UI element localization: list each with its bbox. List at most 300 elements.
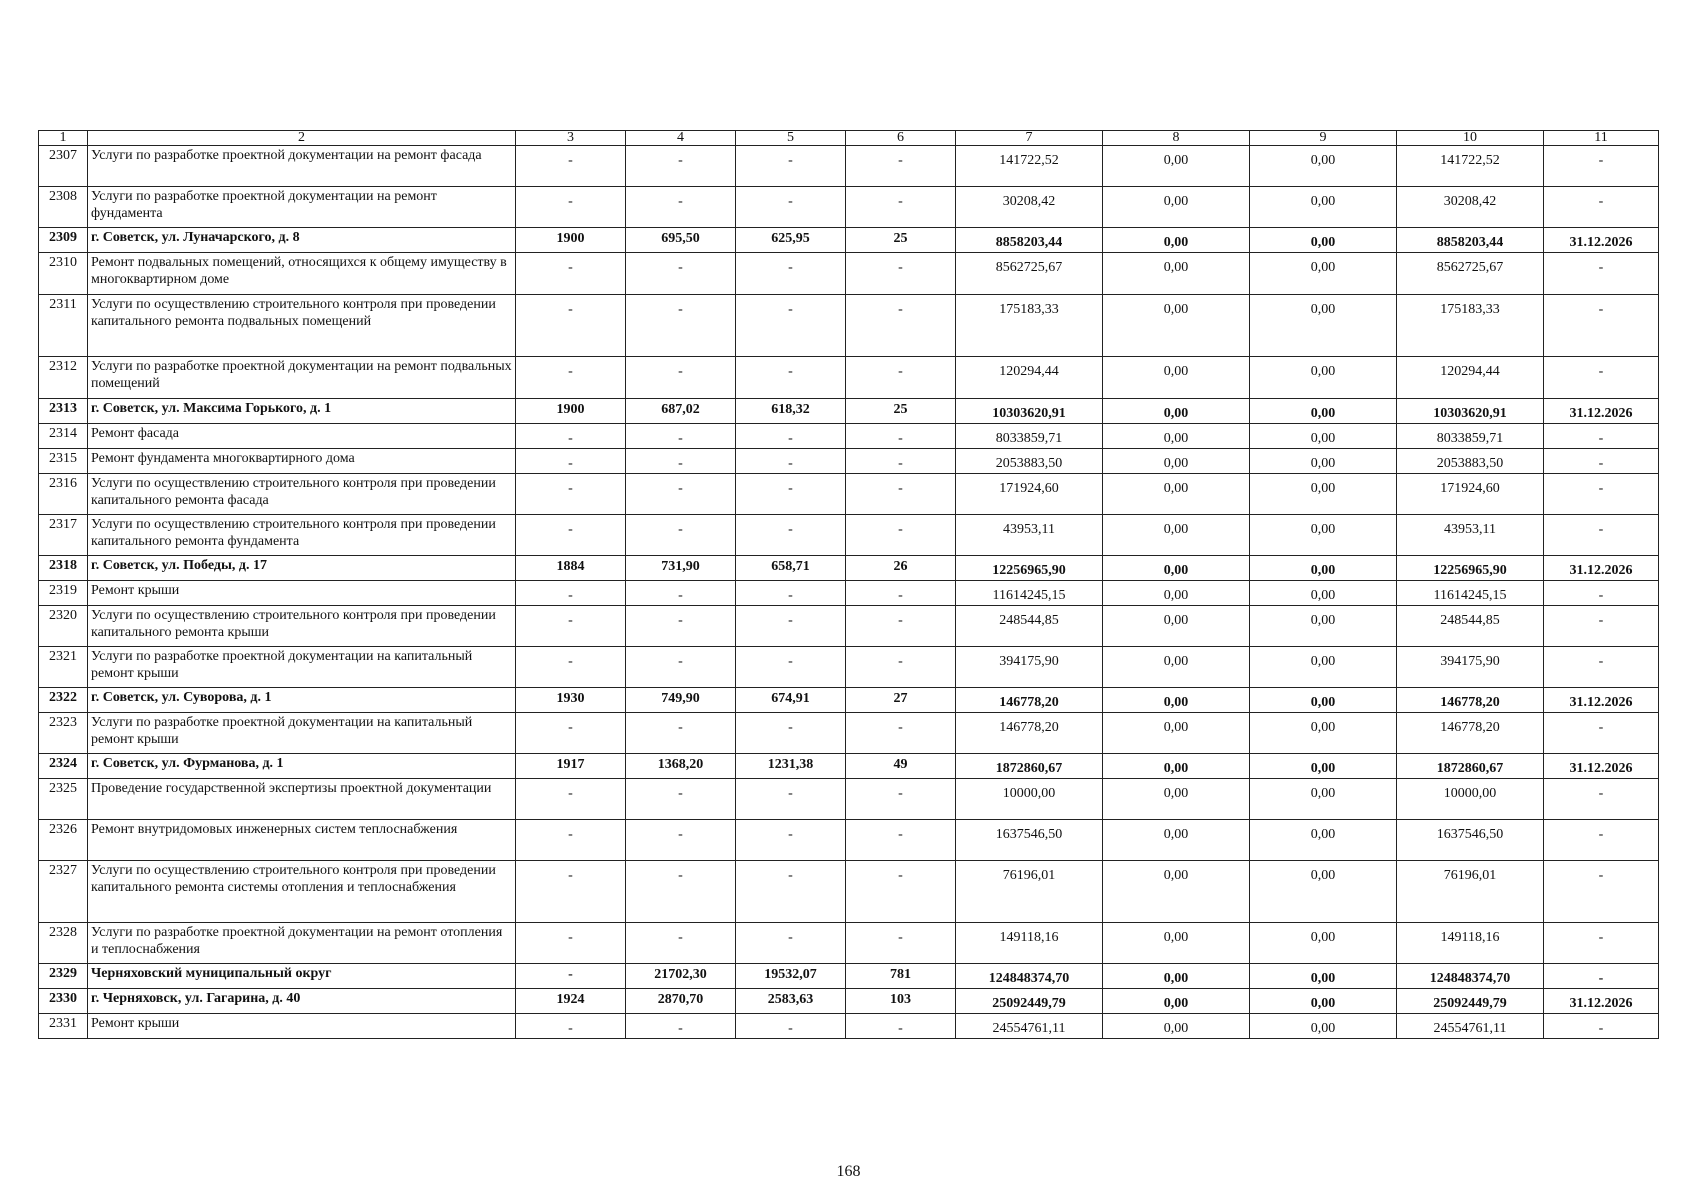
- cell-deadline: 31.12.2026: [1544, 399, 1659, 424]
- cell-total-area: 21702,30: [626, 964, 736, 989]
- cell-row-number: 2308: [39, 187, 88, 228]
- cell-total-cost: 11614245,15: [956, 581, 1103, 606]
- cell-total-area: -: [626, 187, 736, 228]
- cell-row-number: 2318: [39, 556, 88, 581]
- cell-total-area: -: [626, 424, 736, 449]
- cell-residents: -: [846, 606, 956, 647]
- cell-row-number: 2319: [39, 581, 88, 606]
- cell-owner-cost: 149118,16: [1397, 923, 1544, 964]
- cell-fund-cost: 0,00: [1103, 923, 1250, 964]
- cell-total-cost: 248544,85: [956, 606, 1103, 647]
- cell-other-cost: 0,00: [1250, 989, 1397, 1014]
- cell-residents: 781: [846, 964, 956, 989]
- cell-row-number: 2310: [39, 253, 88, 295]
- cell-fund-cost: 0,00: [1103, 1014, 1250, 1039]
- cell-total-cost: 146778,20: [956, 688, 1103, 713]
- cell-item-name: Услуги по разработке проектной документации на ремонт фундамента: [88, 187, 516, 228]
- cell-residents: 26: [846, 556, 956, 581]
- cell-fund-cost: 0,00: [1103, 515, 1250, 556]
- cell-deadline: -: [1544, 424, 1659, 449]
- column-header-8: 8: [1103, 131, 1250, 146]
- cell-other-cost: 0,00: [1250, 515, 1397, 556]
- cell-other-cost: 0,00: [1250, 228, 1397, 253]
- cell-item-name: г. Советск, ул. Суворова, д. 1: [88, 688, 516, 713]
- cell-fund-cost: 0,00: [1103, 647, 1250, 688]
- cell-residents: -: [846, 474, 956, 515]
- cell-total-area: -: [626, 713, 736, 754]
- table-row: [39, 647, 1659, 688]
- table-row: [39, 449, 1659, 474]
- cell-item-name: г. Советск, ул. Фурманова, д. 1: [88, 754, 516, 779]
- cell-row-number: 2331: [39, 1014, 88, 1039]
- cell-owner-cost: 120294,44: [1397, 357, 1544, 399]
- cell-other-cost: 0,00: [1250, 399, 1397, 424]
- cell-residents: -: [846, 253, 956, 295]
- cell-owner-cost: 30208,42: [1397, 187, 1544, 228]
- cell-deadline: -: [1544, 861, 1659, 923]
- cell-year-built: -: [516, 146, 626, 187]
- cell-fund-cost: 0,00: [1103, 754, 1250, 779]
- cell-residents: -: [846, 820, 956, 861]
- cell-deadline: -: [1544, 1014, 1659, 1039]
- cell-item-name: г. Черняховск, ул. Гагарина, д. 40: [88, 989, 516, 1014]
- cell-total-area: 1368,20: [626, 754, 736, 779]
- cell-total-area: -: [626, 606, 736, 647]
- cell-row-number: 2325: [39, 779, 88, 820]
- cell-year-built: -: [516, 253, 626, 295]
- table-row: [39, 754, 1659, 779]
- cell-year-built: 1930: [516, 688, 626, 713]
- cell-year-built: -: [516, 357, 626, 399]
- table-row: [39, 399, 1659, 424]
- cell-residents: 49: [846, 754, 956, 779]
- cell-year-built: -: [516, 964, 626, 989]
- cell-fund-cost: 0,00: [1103, 146, 1250, 187]
- cell-item-name: Услуги по разработке проектной документации на капитальный ремонт крыши: [88, 713, 516, 754]
- cell-fund-cost: 0,00: [1103, 779, 1250, 820]
- cell-year-built: -: [516, 515, 626, 556]
- cell-deadline: -: [1544, 820, 1659, 861]
- cell-item-name: Услуги по разработке проектной документации на ремонт отопления и теплоснабжения: [88, 923, 516, 964]
- capital-repair-table: [38, 130, 1659, 1039]
- cell-total-cost: 124848374,70: [956, 964, 1103, 989]
- cell-living-area: -: [736, 474, 846, 515]
- cell-item-name: Ремонт фундамента многоквартирного дома: [88, 449, 516, 474]
- cell-row-number: 2317: [39, 515, 88, 556]
- cell-total-cost: 1637546,50: [956, 820, 1103, 861]
- cell-item-name: Ремонт крыши: [88, 1014, 516, 1039]
- column-header-6: 6: [846, 131, 956, 146]
- cell-total-area: 2870,70: [626, 989, 736, 1014]
- table-row: [39, 820, 1659, 861]
- cell-total-cost: 394175,90: [956, 647, 1103, 688]
- cell-item-name: Услуги по разработке проектной документации на капитальный ремонт крыши: [88, 647, 516, 688]
- cell-residents: -: [846, 923, 956, 964]
- table-row: [39, 688, 1659, 713]
- cell-deadline: -: [1544, 187, 1659, 228]
- cell-total-cost: 76196,01: [956, 861, 1103, 923]
- table-row: [39, 146, 1659, 187]
- cell-living-area: -: [736, 357, 846, 399]
- cell-residents: -: [846, 187, 956, 228]
- cell-deadline: -: [1544, 295, 1659, 357]
- cell-row-number: 2328: [39, 923, 88, 964]
- cell-owner-cost: 12256965,90: [1397, 556, 1544, 581]
- cell-row-number: 2321: [39, 647, 88, 688]
- cell-row-number: 2309: [39, 228, 88, 253]
- cell-residents: -: [846, 424, 956, 449]
- cell-total-cost: 10303620,91: [956, 399, 1103, 424]
- cell-owner-cost: 11614245,15: [1397, 581, 1544, 606]
- cell-owner-cost: 175183,33: [1397, 295, 1544, 357]
- cell-deadline: -: [1544, 606, 1659, 647]
- cell-owner-cost: 76196,01: [1397, 861, 1544, 923]
- column-header-4: 4: [626, 131, 736, 146]
- cell-deadline: 31.12.2026: [1544, 989, 1659, 1014]
- table-row: [39, 923, 1659, 964]
- cell-item-name: Ремонт крыши: [88, 581, 516, 606]
- cell-year-built: 1924: [516, 989, 626, 1014]
- cell-year-built: 1900: [516, 228, 626, 253]
- cell-total-cost: 25092449,79: [956, 989, 1103, 1014]
- cell-deadline: -: [1544, 146, 1659, 187]
- cell-deadline: -: [1544, 923, 1659, 964]
- page-number: 168: [836, 1163, 861, 1180]
- cell-deadline: -: [1544, 449, 1659, 474]
- cell-row-number: 2326: [39, 820, 88, 861]
- cell-year-built: -: [516, 581, 626, 606]
- table-row: [39, 581, 1659, 606]
- cell-residents: -: [846, 449, 956, 474]
- cell-row-number: 2329: [39, 964, 88, 989]
- table-row: [39, 713, 1659, 754]
- cell-owner-cost: 1637546,50: [1397, 820, 1544, 861]
- cell-other-cost: 0,00: [1250, 688, 1397, 713]
- cell-owner-cost: 10000,00: [1397, 779, 1544, 820]
- cell-total-cost: 149118,16: [956, 923, 1103, 964]
- cell-fund-cost: 0,00: [1103, 253, 1250, 295]
- cell-deadline: 31.12.2026: [1544, 754, 1659, 779]
- cell-year-built: -: [516, 424, 626, 449]
- cell-owner-cost: 1872860,67: [1397, 754, 1544, 779]
- cell-residents: -: [846, 779, 956, 820]
- cell-owner-cost: 10303620,91: [1397, 399, 1544, 424]
- table-row: [39, 779, 1659, 820]
- column-header-11: 11: [1544, 131, 1659, 146]
- cell-owner-cost: 8033859,71: [1397, 424, 1544, 449]
- cell-deadline: 31.12.2026: [1544, 228, 1659, 253]
- cell-year-built: -: [516, 923, 626, 964]
- cell-other-cost: 0,00: [1250, 820, 1397, 861]
- cell-item-name: Услуги по осуществлению строительного контроля при проведении капитального ремонта фасада: [88, 474, 516, 515]
- cell-residents: -: [846, 357, 956, 399]
- cell-total-area: 687,02: [626, 399, 736, 424]
- cell-fund-cost: 0,00: [1103, 295, 1250, 357]
- cell-living-area: 674,91: [736, 688, 846, 713]
- cell-total-cost: 1872860,67: [956, 754, 1103, 779]
- cell-residents: 25: [846, 228, 956, 253]
- cell-fund-cost: 0,00: [1103, 688, 1250, 713]
- cell-deadline: -: [1544, 964, 1659, 989]
- table-row: [39, 515, 1659, 556]
- cell-year-built: -: [516, 713, 626, 754]
- cell-other-cost: 0,00: [1250, 253, 1397, 295]
- cell-total-area: 695,50: [626, 228, 736, 253]
- cell-residents: -: [846, 146, 956, 187]
- cell-total-area: -: [626, 581, 736, 606]
- cell-total-cost: 30208,42: [956, 187, 1103, 228]
- cell-row-number: 2315: [39, 449, 88, 474]
- cell-owner-cost: 124848374,70: [1397, 964, 1544, 989]
- cell-owner-cost: 146778,20: [1397, 688, 1544, 713]
- cell-total-area: 749,90: [626, 688, 736, 713]
- cell-other-cost: 0,00: [1250, 754, 1397, 779]
- cell-fund-cost: 0,00: [1103, 820, 1250, 861]
- cell-year-built: -: [516, 1014, 626, 1039]
- cell-owner-cost: 394175,90: [1397, 647, 1544, 688]
- cell-fund-cost: 0,00: [1103, 228, 1250, 253]
- cell-total-area: 731,90: [626, 556, 736, 581]
- cell-deadline: 31.12.2026: [1544, 556, 1659, 581]
- cell-item-name: Услуги по разработке проектной документации на ремонт подвальных помещений: [88, 357, 516, 399]
- cell-item-name: Услуги по осуществлению строительного контроля при проведении капитального ремонта подвальных помещений: [88, 295, 516, 357]
- cell-row-number: 2312: [39, 357, 88, 399]
- cell-year-built: -: [516, 295, 626, 357]
- cell-deadline: -: [1544, 357, 1659, 399]
- table-row: [39, 424, 1659, 449]
- column-header-2: 2: [88, 131, 516, 146]
- cell-other-cost: 0,00: [1250, 295, 1397, 357]
- cell-living-area: -: [736, 146, 846, 187]
- cell-total-cost: 2053883,50: [956, 449, 1103, 474]
- cell-other-cost: 0,00: [1250, 923, 1397, 964]
- cell-living-area: 658,71: [736, 556, 846, 581]
- cell-residents: -: [846, 581, 956, 606]
- cell-year-built: -: [516, 187, 626, 228]
- cell-row-number: 2314: [39, 424, 88, 449]
- cell-item-name: Ремонт внутридомовых инженерных систем теплоснабжения: [88, 820, 516, 861]
- cell-item-name: Черняховский муниципальный округ: [88, 964, 516, 989]
- cell-item-name: Ремонт подвальных помещений, относящихся к общему имуществу в многоквартирном доме: [88, 253, 516, 295]
- cell-living-area: -: [736, 253, 846, 295]
- cell-other-cost: 0,00: [1250, 146, 1397, 187]
- cell-fund-cost: 0,00: [1103, 989, 1250, 1014]
- column-header-3: 3: [516, 131, 626, 146]
- table-row: [39, 187, 1659, 228]
- cell-living-area: 19532,07: [736, 964, 846, 989]
- cell-total-cost: 43953,11: [956, 515, 1103, 556]
- cell-row-number: 2323: [39, 713, 88, 754]
- cell-item-name: Услуги по осуществлению строительного контроля при проведении капитального ремонта системы отопления и теплоснабжения: [88, 861, 516, 923]
- cell-row-number: 2307: [39, 146, 88, 187]
- cell-item-name: Услуги по осуществлению строительного контроля при проведении капитального ремонта крыши: [88, 606, 516, 647]
- cell-deadline: -: [1544, 515, 1659, 556]
- document-page: [38, 130, 1658, 1039]
- cell-row-number: 2322: [39, 688, 88, 713]
- cell-total-area: -: [626, 820, 736, 861]
- cell-living-area: -: [736, 606, 846, 647]
- cell-row-number: 2320: [39, 606, 88, 647]
- cell-fund-cost: 0,00: [1103, 187, 1250, 228]
- cell-total-area: -: [626, 474, 736, 515]
- cell-living-area: -: [736, 647, 846, 688]
- cell-row-number: 2311: [39, 295, 88, 357]
- cell-other-cost: 0,00: [1250, 647, 1397, 688]
- cell-other-cost: 0,00: [1250, 357, 1397, 399]
- cell-owner-cost: 248544,85: [1397, 606, 1544, 647]
- cell-total-area: -: [626, 779, 736, 820]
- table-row: [39, 964, 1659, 989]
- cell-total-area: -: [626, 515, 736, 556]
- table-row: [39, 556, 1659, 581]
- cell-year-built: 1917: [516, 754, 626, 779]
- cell-fund-cost: 0,00: [1103, 964, 1250, 989]
- cell-residents: 103: [846, 989, 956, 1014]
- cell-residents: -: [846, 295, 956, 357]
- cell-fund-cost: 0,00: [1103, 606, 1250, 647]
- table-row: [39, 228, 1659, 253]
- table-row: [39, 989, 1659, 1014]
- cell-year-built: -: [516, 474, 626, 515]
- cell-living-area: -: [736, 923, 846, 964]
- cell-item-name: г. Советск, ул. Максима Горького, д. 1: [88, 399, 516, 424]
- cell-row-number: 2324: [39, 754, 88, 779]
- cell-total-area: -: [626, 253, 736, 295]
- cell-total-cost: 120294,44: [956, 357, 1103, 399]
- table-row: [39, 474, 1659, 515]
- cell-deadline: -: [1544, 581, 1659, 606]
- cell-owner-cost: 25092449,79: [1397, 989, 1544, 1014]
- cell-fund-cost: 0,00: [1103, 861, 1250, 923]
- cell-deadline: 31.12.2026: [1544, 688, 1659, 713]
- cell-item-name: г. Советск, ул. Победы, д. 17: [88, 556, 516, 581]
- cell-other-cost: 0,00: [1250, 713, 1397, 754]
- column-header-9: 9: [1250, 131, 1397, 146]
- table-row: [39, 357, 1659, 399]
- cell-item-name: Проведение государственной экспертизы проектной документации: [88, 779, 516, 820]
- table-row: [39, 861, 1659, 923]
- cell-living-area: -: [736, 861, 846, 923]
- cell-other-cost: 0,00: [1250, 474, 1397, 515]
- cell-other-cost: 0,00: [1250, 964, 1397, 989]
- cell-fund-cost: 0,00: [1103, 424, 1250, 449]
- cell-owner-cost: 8858203,44: [1397, 228, 1544, 253]
- cell-total-area: -: [626, 146, 736, 187]
- cell-year-built: -: [516, 647, 626, 688]
- cell-total-cost: 8562725,67: [956, 253, 1103, 295]
- column-number-header: [39, 131, 1659, 146]
- cell-total-cost: 12256965,90: [956, 556, 1103, 581]
- cell-fund-cost: 0,00: [1103, 556, 1250, 581]
- cell-owner-cost: 8562725,67: [1397, 253, 1544, 295]
- cell-living-area: 2583,63: [736, 989, 846, 1014]
- cell-residents: 27: [846, 688, 956, 713]
- cell-living-area: -: [736, 713, 846, 754]
- cell-item-name: г. Советск, ул. Луначарского, д. 8: [88, 228, 516, 253]
- cell-item-name: Ремонт фасада: [88, 424, 516, 449]
- cell-total-area: -: [626, 923, 736, 964]
- cell-owner-cost: 24554761,11: [1397, 1014, 1544, 1039]
- cell-fund-cost: 0,00: [1103, 357, 1250, 399]
- cell-living-area: -: [736, 424, 846, 449]
- cell-living-area: -: [736, 581, 846, 606]
- cell-residents: -: [846, 515, 956, 556]
- cell-total-cost: 8858203,44: [956, 228, 1103, 253]
- cell-owner-cost: 171924,60: [1397, 474, 1544, 515]
- column-header-1: 1: [39, 131, 88, 146]
- cell-total-cost: 175183,33: [956, 295, 1103, 357]
- cell-residents: -: [846, 1014, 956, 1039]
- column-header-5: 5: [736, 131, 846, 146]
- cell-residents: 25: [846, 399, 956, 424]
- cell-other-cost: 0,00: [1250, 779, 1397, 820]
- cell-row-number: 2327: [39, 861, 88, 923]
- cell-fund-cost: 0,00: [1103, 581, 1250, 606]
- table-row: [39, 295, 1659, 357]
- cell-other-cost: 0,00: [1250, 424, 1397, 449]
- column-header-7: 7: [956, 131, 1103, 146]
- cell-deadline: -: [1544, 647, 1659, 688]
- cell-deadline: -: [1544, 713, 1659, 754]
- cell-deadline: -: [1544, 474, 1659, 515]
- cell-other-cost: 0,00: [1250, 556, 1397, 581]
- cell-living-area: -: [736, 449, 846, 474]
- cell-fund-cost: 0,00: [1103, 713, 1250, 754]
- cell-year-built: -: [516, 449, 626, 474]
- cell-year-built: 1884: [516, 556, 626, 581]
- cell-total-cost: 10000,00: [956, 779, 1103, 820]
- cell-residents: -: [846, 713, 956, 754]
- cell-year-built: -: [516, 779, 626, 820]
- cell-deadline: -: [1544, 779, 1659, 820]
- cell-living-area: 618,32: [736, 399, 846, 424]
- cell-owner-cost: 141722,52: [1397, 146, 1544, 187]
- cell-other-cost: 0,00: [1250, 1014, 1397, 1039]
- cell-total-area: -: [626, 1014, 736, 1039]
- cell-total-cost: 146778,20: [956, 713, 1103, 754]
- cell-living-area: -: [736, 295, 846, 357]
- cell-other-cost: 0,00: [1250, 581, 1397, 606]
- cell-owner-cost: 43953,11: [1397, 515, 1544, 556]
- cell-total-area: -: [626, 861, 736, 923]
- cell-living-area: -: [736, 515, 846, 556]
- cell-residents: -: [846, 647, 956, 688]
- cell-owner-cost: 2053883,50: [1397, 449, 1544, 474]
- table-row: [39, 606, 1659, 647]
- cell-item-name: Услуги по разработке проектной документации на ремонт фасада: [88, 146, 516, 187]
- cell-total-cost: 171924,60: [956, 474, 1103, 515]
- cell-living-area: 1231,38: [736, 754, 846, 779]
- cell-fund-cost: 0,00: [1103, 474, 1250, 515]
- cell-row-number: 2313: [39, 399, 88, 424]
- cell-total-area: -: [626, 449, 736, 474]
- cell-deadline: -: [1544, 253, 1659, 295]
- cell-item-name: Услуги по осуществлению строительного контроля при проведении капитального ремонта фундамента: [88, 515, 516, 556]
- cell-residents: -: [846, 861, 956, 923]
- cell-total-cost: 8033859,71: [956, 424, 1103, 449]
- cell-year-built: -: [516, 820, 626, 861]
- cell-other-cost: 0,00: [1250, 187, 1397, 228]
- cell-total-area: -: [626, 357, 736, 399]
- table-row: [39, 1014, 1659, 1039]
- cell-living-area: -: [736, 779, 846, 820]
- cell-fund-cost: 0,00: [1103, 449, 1250, 474]
- cell-living-area: 625,95: [736, 228, 846, 253]
- cell-year-built: -: [516, 606, 626, 647]
- cell-year-built: -: [516, 861, 626, 923]
- cell-living-area: -: [736, 187, 846, 228]
- cell-total-cost: 24554761,11: [956, 1014, 1103, 1039]
